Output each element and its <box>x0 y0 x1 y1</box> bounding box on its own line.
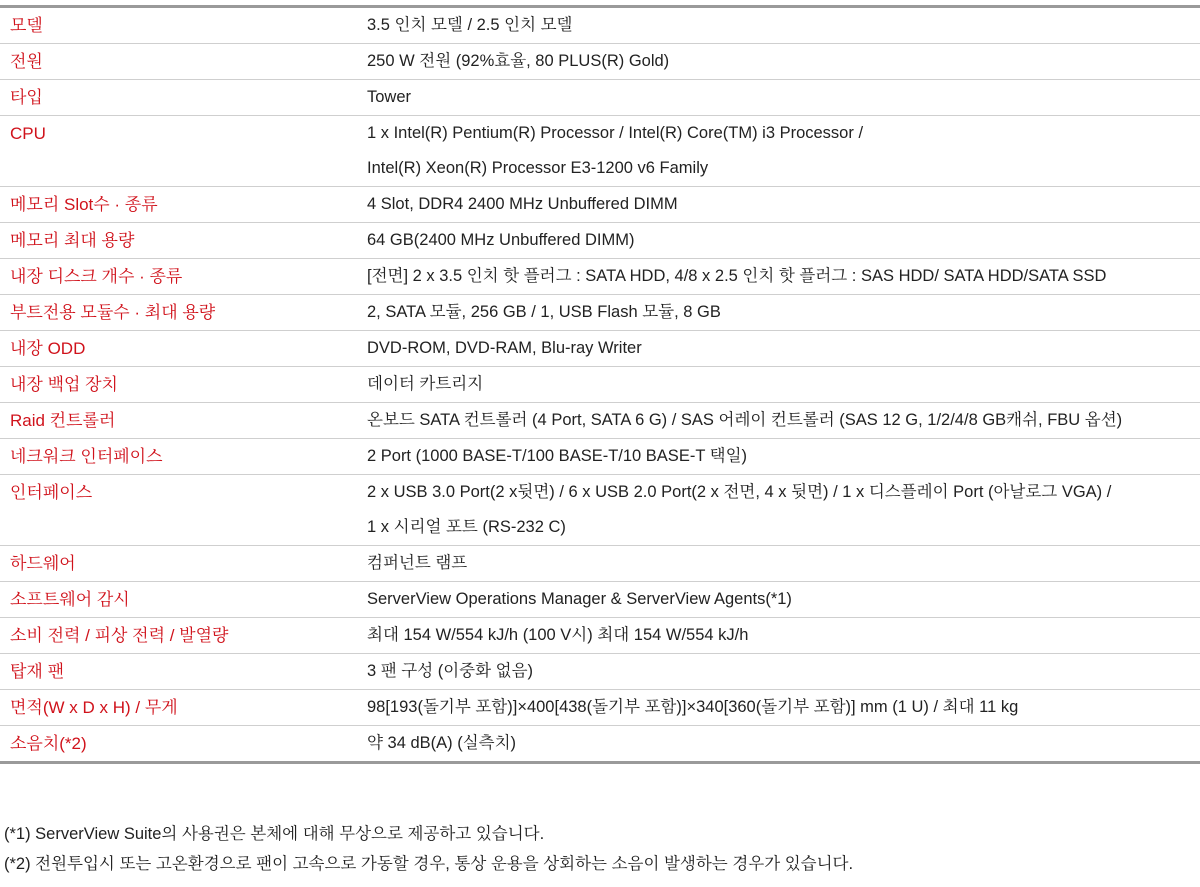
spec-label: 부트전용 모듈수 · 최대 용량 <box>10 303 216 322</box>
spec-label: 모델 <box>10 16 43 35</box>
spec-row <box>0 367 1200 403</box>
spec-value <box>357 618 1200 653</box>
spec-value-line: 2 Port (1000 BASE-T/100 BASE-T/10 BASE-T 택일) <box>367 447 748 465</box>
footnote-2: (*2) 전원투입시 또는 고온환경으로 팬이 고속으로 가동할 경우, 통상 운용을 상회하는 소음이 발생하는 경우가 있습니다. <box>4 855 854 873</box>
spec-label: 인터페이스 <box>10 483 93 502</box>
spec-value-line: 2 x USB 3.0 Port(2 x뒷면) / 6 x USB 2.0 Port(2 x 전면, 4 x 뒷면) / 1 x 디스플레이 Port (아날로그 VGA) / <box>367 483 1112 501</box>
spec-row <box>0 331 1200 367</box>
spec-value <box>357 116 1200 186</box>
spec-value <box>357 187 1200 222</box>
spec-label: 타입 <box>10 88 43 107</box>
footnote-1: (*1) ServerView Suite의 사용권은 본체에 대해 무상으로 제공하고 있습니다. <box>4 825 545 843</box>
spec-value <box>357 259 1200 294</box>
spec-label: 메모리 최대 용량 <box>10 231 135 250</box>
spec-row <box>0 80 1200 116</box>
spec-value-line: 최대 154 W/554 kJ/h (100 V시) 최대 154 W/554 kJ/h <box>367 626 749 644</box>
spec-value <box>357 475 1200 545</box>
spec-value <box>357 403 1200 438</box>
spec-value-line: 64 GB(2400 MHz Unbuffered DIMM) <box>367 231 635 249</box>
spec-value-line: 컴퍼넌트 램프 <box>367 554 468 572</box>
spec-row <box>0 582 1200 618</box>
spec-row <box>0 726 1200 761</box>
spec-value-line: 98[193(돌기부 포함)]×400[438(돌기부 포함)]×340[360(돌기부 포함)] mm (1 U) / 최대 11 kg <box>367 698 1019 716</box>
spec-label: 네크워크 인터페이스 <box>10 447 163 466</box>
spec-value-line: 2, SATA 모듈, 256 GB / 1, USB Flash 모듈, 8 GB <box>367 303 721 321</box>
spec-row <box>0 654 1200 690</box>
spec-label: 면적(W x D x H) / 무게 <box>10 698 178 717</box>
spec-value <box>357 331 1200 366</box>
spec-value-line: 4 Slot, DDR4 2400 MHz Unbuffered DIMM <box>367 195 678 213</box>
spec-label: 탑재 팬 <box>10 662 64 681</box>
spec-value-line: Tower <box>367 88 412 106</box>
spec-value <box>357 80 1200 115</box>
spec-label: Raid 컨트롤러 <box>10 411 116 430</box>
spec-row <box>0 475 1200 546</box>
spec-value <box>357 582 1200 617</box>
spec-row <box>0 439 1200 475</box>
spec-value-line: 3.5 인치 모델 / 2.5 인치 모델 <box>367 16 573 34</box>
spec-row <box>0 259 1200 295</box>
spec-row <box>0 546 1200 582</box>
spec-value-line: ServerView Operations Manager & ServerView Agents(*1) <box>367 590 792 608</box>
spec-row <box>0 690 1200 726</box>
spec-value-line: 250 W 전원 (92%효율, 80 PLUS(R) Gold) <box>367 52 670 70</box>
spec-value <box>357 726 1200 761</box>
spec-row <box>0 187 1200 223</box>
spec-value <box>357 690 1200 725</box>
spec-value <box>357 44 1200 79</box>
spec-value-line: 1 x 시리얼 포트 (RS-232 C) <box>367 518 566 536</box>
spec-label: CPU <box>10 124 46 143</box>
spec-value <box>357 439 1200 474</box>
spec-row <box>0 403 1200 439</box>
spec-value <box>357 546 1200 581</box>
spec-label: 소프트웨어 감시 <box>10 590 130 609</box>
footnotes <box>4 819 853 879</box>
spec-value <box>357 8 1200 43</box>
spec-value <box>357 367 1200 402</box>
spec-value-line: DVD-ROM, DVD-RAM, Blu-ray Writer <box>367 339 642 357</box>
spec-value-line: 1 x Intel(R) Pentium(R) Processor / Intel(R) Core(TM) i3 Processor / <box>367 124 864 142</box>
spec-table <box>0 5 1200 764</box>
spec-label: 소음치(*2) <box>10 734 87 753</box>
spec-label: 메모리 Slot수 · 종류 <box>10 195 158 214</box>
spec-value-line: 약 34 dB(A) (실측치) <box>367 734 517 752</box>
spec-row <box>0 618 1200 654</box>
spec-row <box>0 8 1200 44</box>
spec-row <box>0 44 1200 80</box>
spec-label: 하드웨어 <box>10 554 76 573</box>
spec-value-line: [전면] 2 x 3.5 인치 핫 플러그 : SATA HDD, 4/8 x 2.5 인치 핫 플러그 : SAS HDD/ SATA HDD/SATA SSD <box>367 267 1107 285</box>
spec-label: 내장 디스크 개수 · 종류 <box>10 267 183 286</box>
spec-value <box>357 223 1200 258</box>
spec-label: 소비 전력 / 피상 전력 / 발열량 <box>10 626 229 645</box>
spec-value <box>357 654 1200 689</box>
spec-row <box>0 116 1200 187</box>
spec-value <box>357 295 1200 330</box>
spec-value-line: 데이터 카트리지 <box>367 375 484 393</box>
spec-value-line: 3 팬 구성 (이중화 없음) <box>367 662 534 680</box>
spec-label: 내장 백업 장치 <box>10 375 118 394</box>
spec-value-line: 온보드 SATA 컨트롤러 (4 Port, SATA 6 G) / SAS 어레이 컨트롤러 (SAS 12 G, 1/2/4/8 GB캐쉬, FBU 옵션) <box>367 411 1123 429</box>
spec-row <box>0 295 1200 331</box>
spec-label: 전원 <box>10 52 43 71</box>
spec-row <box>0 223 1200 259</box>
spec-label: 내장 ODD <box>10 339 86 358</box>
spec-value-line: Intel(R) Xeon(R) Processor E3-1200 v6 Family <box>367 159 709 177</box>
